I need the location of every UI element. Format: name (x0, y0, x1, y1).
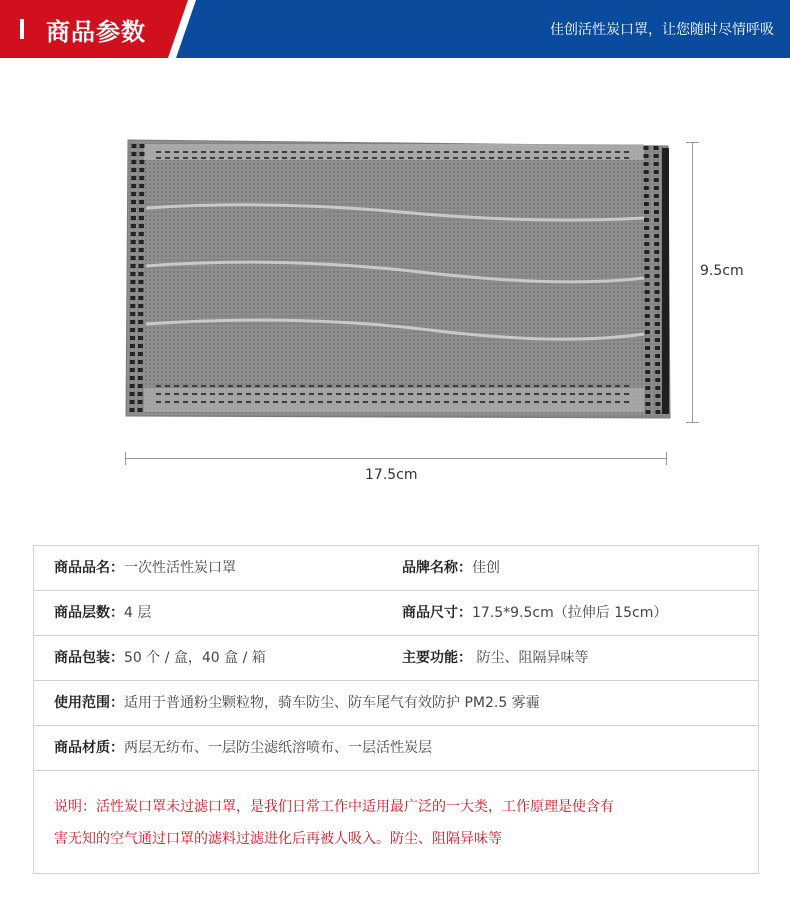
description-note (34, 771, 758, 873)
width-dimension-cap-right (666, 452, 667, 465)
function-cell (402, 636, 588, 680)
brand-value: 佳创 (472, 560, 500, 576)
scope-label: 使用范围： (54, 695, 124, 711)
height-label: 9.5cm (700, 263, 744, 279)
brand-cell (402, 546, 500, 590)
brand-label: 品牌名称： (402, 560, 472, 576)
height-dimension-cap-bottom (686, 422, 699, 423)
mask-illustration (120, 138, 672, 423)
size-cell (402, 591, 667, 635)
section-title: 商品参数 (46, 18, 146, 46)
layers-cell (54, 591, 151, 635)
function-label: 主要功能： (402, 650, 472, 666)
scope-cell (54, 681, 540, 725)
width-dimension-line (125, 458, 667, 459)
height-dimension-cap-top (686, 142, 699, 143)
package-cell (54, 636, 266, 680)
product-name-cell (54, 546, 236, 590)
note-line-2: 害无知的空气通过口罩的滤料过滤进化后再被人吸入。防尘、阻隔异味等 (54, 831, 502, 847)
product-name-label: 商品品名： (54, 560, 124, 576)
product-image (120, 138, 672, 427)
package-value: 50 个 / 盒，40 盒 / 箱 (124, 650, 266, 666)
material-value: 两层无纺布、一层防尘滤纸溶喷布、一层活性炭层 (124, 740, 432, 756)
params-row-material (34, 726, 758, 771)
brand-slogan: 佳创活性炭口罩，让您随时尽情呼吸 (550, 22, 774, 38)
size-label: 商品尺寸： (402, 605, 472, 621)
product-name-value: 一次性活性炭口罩 (124, 560, 236, 576)
layers-value: 4 层 (124, 605, 152, 621)
params-row-name-brand (34, 546, 758, 591)
width-label: 17.5cm (365, 467, 418, 483)
note-line-1: 说明：活性炭口罩未过滤口罩，是我们日常工作中适用最广泛的一大类，工作原理是使含有 (54, 799, 614, 815)
params-table (33, 545, 759, 874)
height-dimension-line (692, 142, 693, 423)
params-row-scope (34, 681, 758, 726)
function-value: 防尘、阻隔异味等 (472, 650, 589, 666)
params-row-package-function (34, 636, 758, 681)
scope-value: 适用于普通粉尘颗粒物，骑车防尘、防车尾气有效防护 PM2.5 雾霾 (124, 695, 540, 711)
header-banner (0, 0, 790, 58)
material-cell (54, 726, 432, 770)
layers-label: 商品层数： (54, 605, 124, 621)
width-dimension-cap-left (125, 452, 126, 465)
title-bar-icon (20, 19, 24, 39)
material-label: 商品材质： (54, 740, 124, 756)
size-value: 17.5*9.5cm（拉伸后 15cm） (472, 605, 668, 621)
package-label: 商品包装： (54, 650, 124, 666)
params-row-layers-size (34, 591, 758, 636)
